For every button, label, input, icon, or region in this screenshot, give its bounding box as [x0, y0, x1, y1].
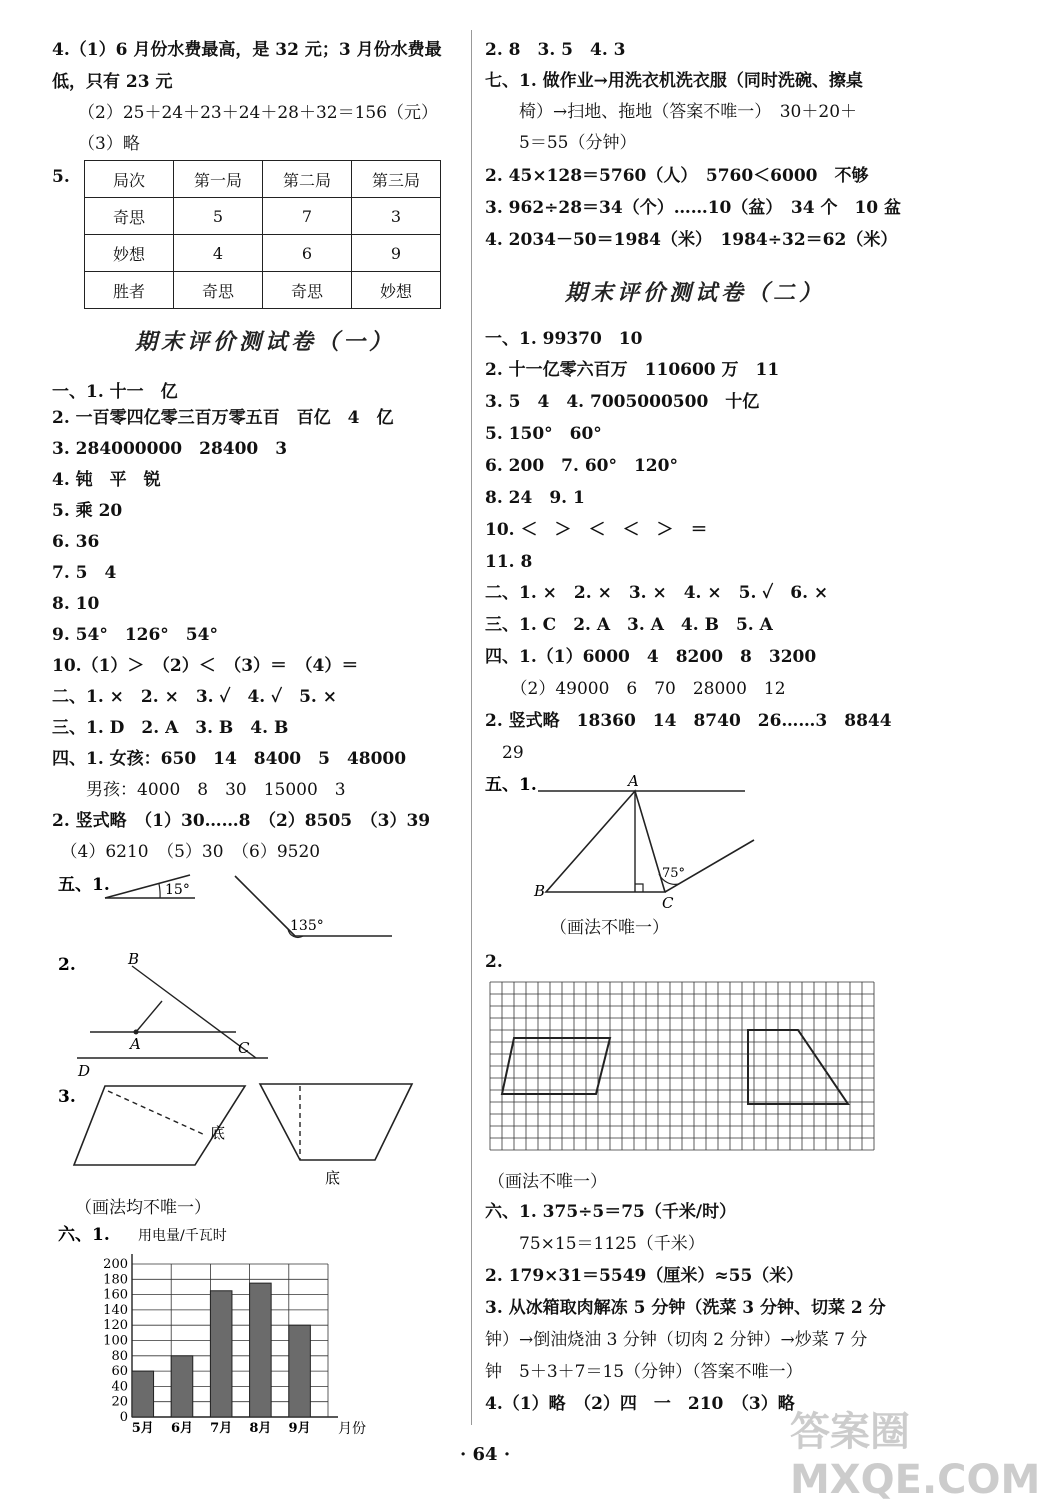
answer-line: 11. 8 [485, 552, 533, 572]
answer-line: 3. 5 4 4. 7005000500 十亿 [485, 392, 760, 412]
height-figures [50, 1080, 430, 1190]
answer-line: 一、1. 99370 10 [485, 329, 643, 349]
table-cell: 奇思 [174, 272, 263, 309]
answer-line: 6. 36 [52, 532, 100, 552]
bar [132, 1371, 154, 1417]
point-label: C [238, 1039, 250, 1057]
score-table [84, 160, 441, 309]
answer-line: （2）49000 6 70 28000 12 [485, 679, 786, 699]
q4-line2: 低，只有 23 元 [52, 72, 173, 92]
x-tick-label: 8月 [249, 1421, 272, 1436]
electricity-bar-chart [50, 1222, 430, 1442]
table-cell: 奇思 [263, 272, 352, 309]
answer-line: 椅）→扫地、拖地（答案不唯一） 30＋20＋ [485, 102, 858, 122]
answer-line: 3. 从冰箱取肉解冻 5 分钟（洗菜 3 分钟、切菜 2 分 [485, 1298, 886, 1318]
table-cell: 第二局 [263, 161, 352, 198]
answer-line: 5. 乘 20 [52, 501, 123, 521]
question-label: 3. [58, 1087, 76, 1107]
y-tick-label: 40 [111, 1379, 128, 1395]
table-cell: 3 [352, 198, 441, 235]
answer-line: 2. 45×128＝5760（人） 5760＜6000 不够 [485, 166, 869, 186]
answer-line: 二、1. × 2. × 3. ✓ 4. ✓ 5. × [52, 687, 337, 707]
drawing-grid [490, 982, 875, 1160]
answer-line: 4. 钝 平 锐 [52, 470, 161, 490]
section5-label: 五、1. [58, 875, 110, 895]
answer-line: 2. 179×31＝5549（厘米）≈55（米） [485, 1266, 804, 1286]
answer-line: 5＝55（分钟） [485, 133, 637, 153]
y-tick-label: 20 [111, 1394, 128, 1410]
page-number: · 64 · [460, 1444, 511, 1465]
answer-line: （4）6210 （5）30 （6）9520 [52, 842, 321, 862]
answer-line: 四、1. 女孩：650 14 8400 5 48000 [52, 749, 407, 769]
answer-line: 钟 5＋3＋7＝15（分钟）（答案不唯一） [485, 1362, 803, 1382]
answer-line: 2. 竖式略 18360 14 8740 26……3 8844 [485, 711, 892, 731]
answer-line: 2. 竖式略 （1）30……8 （2）8505 （3）39 [52, 811, 431, 831]
answer-line: 2. 十一亿零六百万 110600 万 11 [485, 360, 780, 380]
point-label: B [534, 882, 546, 900]
answer-line: 男孩：4000 8 30 15000 3 [52, 780, 346, 800]
bar [171, 1356, 193, 1417]
y-tick-label: 180 [103, 1272, 128, 1288]
table-cell: 5 [174, 198, 263, 235]
answer-line: 8. 10 [52, 594, 100, 614]
angle-label: 135° [290, 918, 324, 934]
table-row [85, 198, 441, 235]
note-text: （画法不唯一） [488, 1172, 607, 1192]
column-divider [471, 30, 472, 1425]
base-label: 底 [325, 1169, 341, 1187]
point-label: D [78, 1062, 91, 1080]
table-cell: 妙想 [85, 235, 174, 272]
answer-line: 5. 150° 60° [485, 424, 602, 444]
point-label: A [130, 1035, 141, 1053]
table-cell: 第一局 [174, 161, 263, 198]
answer-line: 三、1. D 2. A 3. B 4. B [52, 718, 289, 738]
x-tick-label: 5月 [131, 1421, 154, 1436]
table-cell: 7 [263, 198, 352, 235]
exam2-title: 期末评价测试卷（二） [565, 280, 826, 306]
exam1-title: 期末评价测试卷（一） [135, 329, 396, 355]
x-tick-label: 7月 [210, 1421, 233, 1436]
note-text: （画法均不唯一） [75, 1198, 211, 1218]
y-tick-label: 200 [103, 1257, 128, 1272]
q4-line4: （3）略 [78, 134, 140, 154]
x-tick-label: 9月 [288, 1421, 311, 1436]
question-label: 2. [58, 955, 76, 975]
bar [250, 1283, 272, 1417]
answer-line: 四、1.（1）6000 4 8200 8 3200 [485, 647, 817, 667]
table-row [85, 235, 441, 272]
perpendicular-figure [50, 948, 290, 1080]
q4-line1: 4.（1）6 月份水费最高，是 32 元；3 月份水费最 [52, 40, 442, 60]
table-cell: 胜者 [85, 272, 174, 309]
answer-line: 七、1. 做作业→用洗衣机洗衣服（同时洗碗、擦桌 [485, 71, 863, 91]
angle-figures [50, 868, 430, 948]
answer-line: 75×15＝1125（千米） [485, 1234, 705, 1254]
bar [289, 1325, 311, 1417]
table-cell: 妙想 [352, 272, 441, 309]
answer-line: 二、1. × 2. × 3. × 4. × 5. ✓ 6. × [485, 583, 829, 603]
y-tick-label: 160 [103, 1287, 128, 1303]
table-cell: 第三局 [352, 161, 441, 198]
x-tick-label: 6月 [170, 1421, 194, 1436]
watermark: 答案圈 MXQE.COM [790, 1409, 1040, 1503]
y-tick-label: 80 [111, 1348, 128, 1364]
y-tick-label: 60 [111, 1364, 128, 1380]
answer-line: 7. 5 4 [52, 563, 117, 583]
answer-line: 六、1. 375÷5＝75（千米/时） [485, 1202, 737, 1222]
answer-line: 3. 962÷28＝34（个）……10（盆） 34 个 10 盆 [485, 198, 902, 218]
chart-ylabel: 用电量/千瓦时 [138, 1228, 227, 1244]
answer-line: 4.（1）略 （2）四 一 210 （3）略 [485, 1394, 795, 1414]
answer-line: 9. 54° 126° 54° [52, 625, 218, 645]
answer-line: 4. 2034－50＝1984（米） 1984÷32＝62（米） [485, 230, 898, 250]
answer-line: 一、1. 十一 亿 [52, 382, 178, 402]
answer-line: 3. 284000000 28400 3 [52, 439, 288, 459]
point-label: C [662, 894, 674, 912]
base-label: 底 [210, 1124, 226, 1142]
table-row [85, 161, 441, 198]
answer-line: 钟）→倒油烧油 3 分钟（切肉 2 分钟）→炒菜 7 分 [485, 1330, 868, 1350]
answer-line: 8. 24 9. 1 [485, 488, 585, 508]
point-label: B [128, 950, 140, 968]
y-tick-label: 120 [103, 1318, 128, 1334]
y-tick-label: 140 [103, 1302, 128, 1318]
point-label: A [628, 772, 639, 790]
table-cell: 奇思 [85, 198, 174, 235]
answer-line: 10. ＜ ＞ ＜ ＜ ＞ ＝ [485, 520, 708, 540]
angle-label: 75° [662, 866, 686, 881]
y-tick-label: 100 [103, 1333, 128, 1349]
table-cell: 9 [352, 235, 441, 272]
answer-line: 三、1. C 2. A 3. A 4. B 5. A [485, 615, 773, 635]
answer-line: 29 [485, 743, 524, 763]
question-label: 2. [485, 952, 503, 972]
section6-label: 六、1. [58, 1225, 110, 1245]
q5-label: 5. [52, 167, 70, 187]
answer-line: 2. 8 3. 5 4. 3 [485, 40, 626, 60]
chart-xlabel: 月份 [338, 1421, 366, 1437]
table-cell: 局次 [85, 161, 174, 198]
note-text: （画法不唯一） [550, 918, 669, 938]
answer-line: 6. 200 7. 60° 120° [485, 456, 678, 476]
triangle-figure [480, 768, 770, 912]
table-row [85, 272, 441, 309]
answer-line: 2. 一百零四亿零三百万零五百 百亿 4 亿 [52, 408, 394, 428]
bar [210, 1291, 232, 1417]
section5-label: 五、1. [485, 775, 537, 795]
table-cell: 6 [263, 235, 352, 272]
q4-line3: （2）25＋24＋23＋24＋28＋32＝156（元） [78, 103, 439, 123]
answer-line: 10.（1）＞ （2）＜ （3）＝ （4）＝ [52, 656, 359, 676]
angle-label: 15° [165, 882, 190, 898]
table-cell: 4 [174, 235, 263, 272]
y-tick-label: 0 [119, 1410, 128, 1425]
